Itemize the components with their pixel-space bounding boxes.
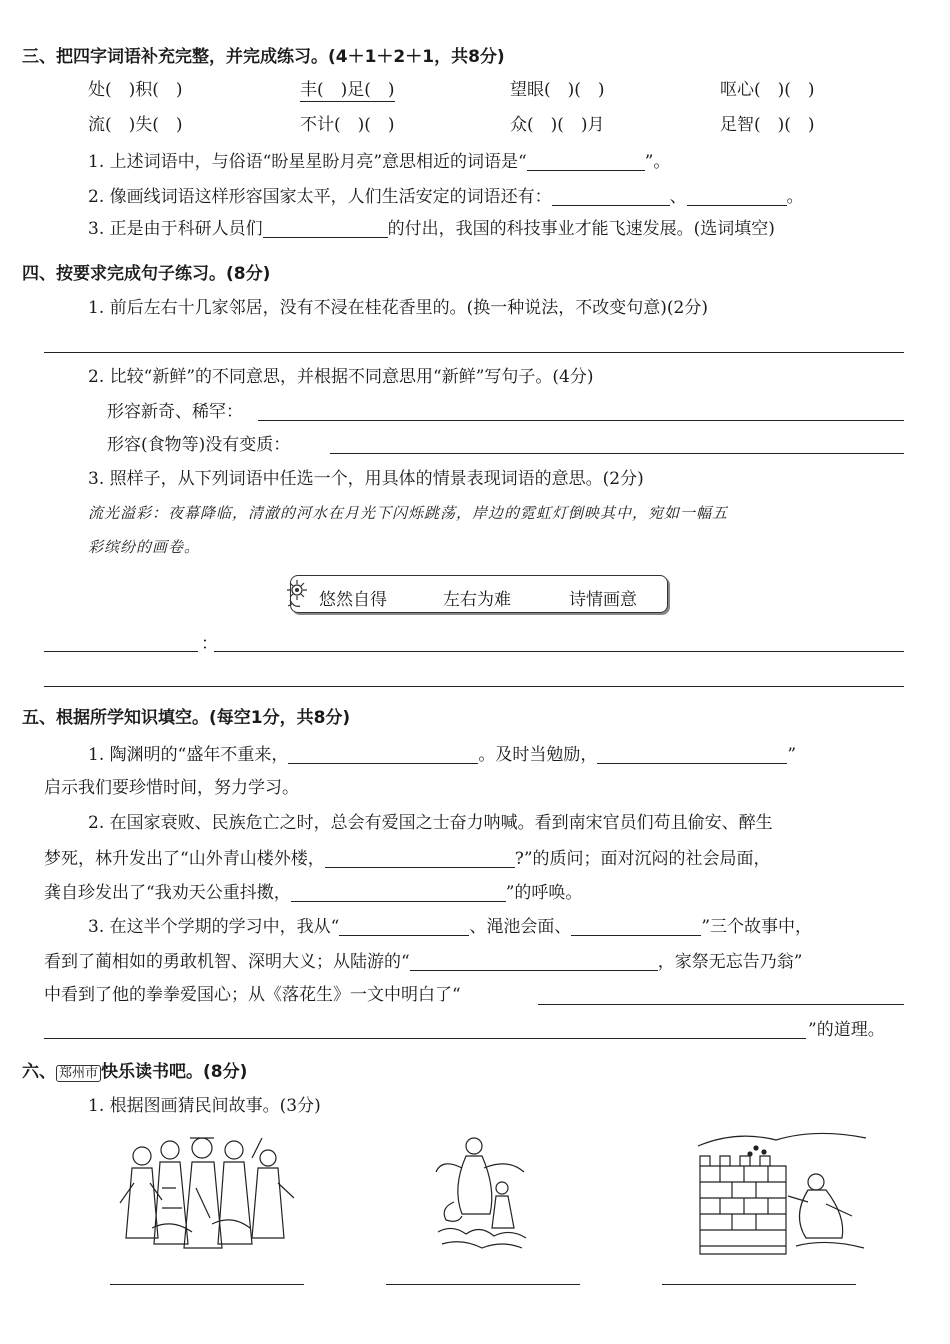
idiom-3: 望眼( )( ) [510, 80, 605, 100]
answer-line[interactable] [330, 453, 904, 454]
example-line-2: 彩缤纷的画卷。 [88, 538, 201, 556]
s4-question-2: 2. 比较“新鲜”的不同意思，并根据不同意思用“新鲜”写句子。(4分) [88, 367, 594, 387]
meaning-1-label: 形容新奇、稀罕： [107, 402, 243, 422]
answer-blank[interactable] [571, 918, 701, 936]
answer-blank[interactable] [325, 850, 515, 868]
word-option-2[interactable]: 左右为难 [443, 590, 511, 610]
answer-blank[interactable] [597, 746, 787, 764]
answer-blank[interactable] [410, 953, 658, 971]
folk-story-illustration-3 [696, 1126, 868, 1256]
answer-blank[interactable] [288, 746, 478, 764]
section3-title: 三、把四字词语补充完整，并完成练习。(4＋1＋2＋1，共8分) [22, 47, 505, 67]
answer-line[interactable] [662, 1284, 856, 1285]
s3-question-3: 3. 正是由于科研人员们 的付出，我国的科技事业才能飞速发展。(选词填空) [88, 219, 775, 239]
colon: ： [201, 634, 218, 654]
idiom-6: 不计( )( ) [300, 115, 395, 135]
idiom-2-underlined: 丰( )足( ) [300, 80, 395, 100]
s5-question-3-line2: 看到了蔺相如的勇敢机智、深明大义；从陆游的“ ，家祭无忘告乃翁” [44, 952, 803, 972]
idiom-7: 众( )( )月 [510, 115, 605, 135]
answer-blank[interactable] [263, 220, 388, 238]
word-option-3[interactable]: 诗情画意 [569, 590, 637, 610]
s5-question-1-cont: 启示我们要珍惜时间，努力学习。 [44, 778, 299, 798]
answer-line[interactable] [44, 651, 198, 652]
region-tag: 郑州市 [56, 1065, 101, 1082]
answer-blank[interactable] [527, 153, 645, 171]
section4-title: 四、按要求完成句子练习。(8分) [22, 264, 271, 284]
s4-question-3: 3. 照样子，从下列词语中任选一个，用具体的情景表现词语的意思。(2分) [88, 469, 644, 489]
idiom-4: 呕心( )( ) [720, 80, 815, 100]
answer-line[interactable] [44, 1038, 806, 1039]
answer-blank[interactable] [291, 884, 506, 902]
s3-question-2: 2. 像画线词语这样形容国家太平，人们生活安定的词语还有： 、 。 [88, 187, 804, 207]
s3-question-1: 1. 上述词语中，与俗语“盼星星盼月亮”意思相近的词语是“ ”。 [88, 152, 671, 172]
answer-line[interactable] [258, 420, 904, 421]
example-line-1: 流光溢彩：夜幕降临，清澈的河水在月光下闪烁跳荡，岸边的霓虹灯倒映其中，宛如一幅五 [88, 504, 729, 522]
s5-question-2: 2. 在国家衰败、民族危亡之时，总会有爱国之士奋力呐喊。看到南宋官员们苟且偷安、醉生 [88, 813, 773, 833]
s5-question-2-line2: 梦死，林升发出了“山外青山楼外楼， ?”的质问；面对沉闷的社会局面， [44, 849, 771, 869]
s5-question-3-end: ”的道理。 [808, 1020, 885, 1040]
answer-blank[interactable] [339, 918, 469, 936]
answer-line[interactable] [386, 1284, 580, 1285]
answer-line[interactable] [538, 1004, 904, 1005]
section5-title: 五、根据所学知识填空。(每空1分，共8分) [22, 708, 351, 728]
section6-title: 六、 郑州市 快乐读书吧。(8分) [22, 1062, 248, 1082]
s4-question-1: 1. 前后左右十几家邻居，没有不浸在桂花香里的。(换一种说法，不改变句意)(2分) [88, 298, 708, 318]
word-option-1[interactable]: 悠然自得 [319, 590, 387, 610]
answer-line[interactable] [44, 686, 904, 687]
idiom-5: 流( )失( ) [88, 115, 183, 135]
s5-question-3: 3. 在这半个学期的学习中，我从“ 、渑池会面、 ”三个故事中， [88, 917, 813, 937]
s5-question-3-line3: 中看到了他的拳拳爱国心；从《落花生》一文中明白了“ [44, 985, 461, 1005]
idiom-8: 足智( )( ) [720, 115, 815, 135]
s6-question-1: 1. 根据图画猜民间故事。(3分) [88, 1096, 321, 1116]
s5-question-1: 1. 陶渊明的“盛年不重来， 。及时当勉励， ” [88, 745, 797, 765]
answer-line[interactable] [44, 352, 904, 353]
meaning-2-label: 形容(食物等)没有变质： [107, 435, 291, 455]
word-choice-box [290, 575, 668, 613]
answer-line[interactable] [110, 1284, 304, 1285]
answer-line[interactable] [214, 651, 904, 652]
folk-story-illustration-2 [432, 1128, 532, 1256]
answer-blank[interactable] [552, 188, 670, 206]
s5-question-2-line3: 龚自珍发出了“我劝天公重抖擞， ”的呼唤。 [44, 883, 583, 903]
answer-blank[interactable] [687, 188, 787, 206]
folk-story-illustration-1 [112, 1128, 302, 1256]
idiom-1: 处( )积( ) [88, 80, 183, 100]
